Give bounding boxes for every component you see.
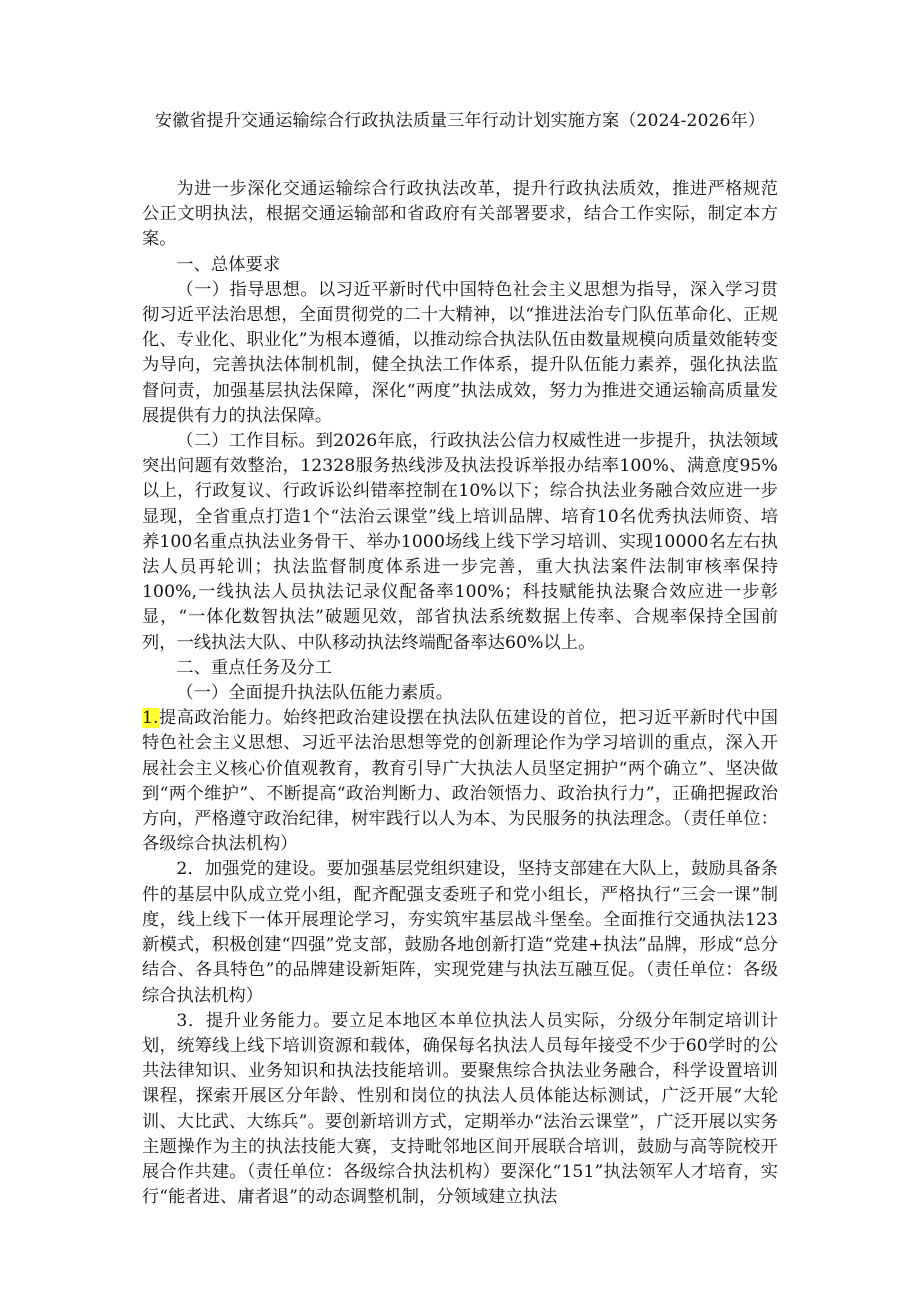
subsection-heading-team-capacity: （一）全面提升执法队伍能力素质。 — [176, 683, 453, 704]
item-2-paragraph: 2．加强党的建设。要加强基层党组织建设，坚持支部建在大队上，鼓励具备条件的基层中队成立党小组，配齐配强支委班子和党小组长，严格执行“三会一课”制度，线上线下一体开展理论学习，夯实筑牢基层战斗堡垒。全面推行交通执法123新模式，积极创建“四强”党支部，鼓励各地创新打造“党建+执法”品牌，形成“总分结合、各具特色”的品牌建设新矩阵，实现党建与执法互融互促。（责任单位：各级综合执法机构） — [142, 859, 778, 1006]
item-1-paragraph — [142, 706, 778, 857]
document-body — [142, 177, 778, 1210]
document-title: 安徽省提升交通运输综合行政执法质量三年行动计划实施方案（2024-2026年） — [154, 111, 766, 131]
item-3-paragraph: 3．提升业务能力。要立足本地区本单位执法人员实际，分级分年制定培训计划，统筹线上线下培训资源和载体，确保每名执法人员每年接受不少于60学时的公共法律知识、业务知识和执法技能培训。要聚焦综合执法业务融合，科学设置培训课程，探索开展区分年龄、性别和岗位的执法人员体能达标测试，广泛开展“大轮训、大比武、大练兵”。要创新培训方式，定期举办“法治云课堂”，广泛开展以实务主题操作为主的执法技能大赛，支持毗邻地区间开展联合培训，鼓励与高等院校开展合作共建。（责任单位：各级综合执法机构）要深化“151”执法领军人才培育，实行“能者进、庸者退”的动态调整机制，分领域建立执法 — [142, 1010, 778, 1208]
section-heading-general-requirements: 一、总体要求 — [176, 254, 281, 275]
item-1-text: 提高政治能力。始终把政治建设摆在执法队伍建设的首位，把习近平新时代中国特色社会主义思想、习近平法治思想等党的创新理论作为学习培训的重点，深入开展社会主义核心价值观教育，教育引导广大执法人员坚定拥护“两个确立”、坚决做到“两个维护”、不断提高“政治判断力、政治领悟力、政治执行力”，正确把握政治方向，严格遵守政治纪律，树牢践行以人为本、为民服务的执法理念。（责任单位：各级综合执法机构） — [142, 708, 778, 855]
work-goals-paragraph: （二）工作目标。到2026年底，行政执法公信力权威性进一步提升，执法领域突出问题有效整治，12328服务热线涉及执法投诉举报办结率100%、满意度95%以上，行政复议、行政诉讼纠错率控制在10%以下；综合执法业务融合效应进一步显现，全省重点打造1个“法治云课堂”线上培训品牌、培育10名优秀执法师资、培养100名重点执法业务骨干、举办1000场线上线下学习培训、实现10000名左右执法人员再轮训；执法监督制度体系进一步完善，重大执法案件法制审核率保持100%,一线执法人员执法记录仪配备率100%；科技赋能执法聚合效应进一步彰显，“一体化数智执法”破题见效，部省执法系统数据上传率、合规率保持全国前列，一线执法大队、中队移动执法终端配备率达60%以上。 — [142, 431, 778, 653]
item-1-number-highlight: 1. — [142, 708, 159, 729]
guiding-ideology-paragraph: （一）指导思想。以习近平新时代中国特色社会主义思想为指导，深入学习贯彻习近平法治思想，全面贯彻党的二十大精神，以“推进法治专门队伍革命化、正规化、专业化、职业化”为根本遵循，以推动综合执法队伍由数量规模向质量效能转变为导向，完善执法体制机制，健全执法工作体系，提升队伍能力素养，强化执法监督问责，加强基层执法保障，深化“两度”执法成效，努力为推进交通运输高质量发展提供有力的执法保障。 — [142, 279, 778, 426]
intro-paragraph: 为进一步深化交通运输综合行政执法改革，提升行政执法质效，推进严格规范公正文明执法，根据交通运输部和省政府有关部署要求，结合工作实际，制定本方案。 — [142, 179, 778, 250]
section-heading-key-tasks: 二、重点任务及分工 — [176, 657, 332, 678]
